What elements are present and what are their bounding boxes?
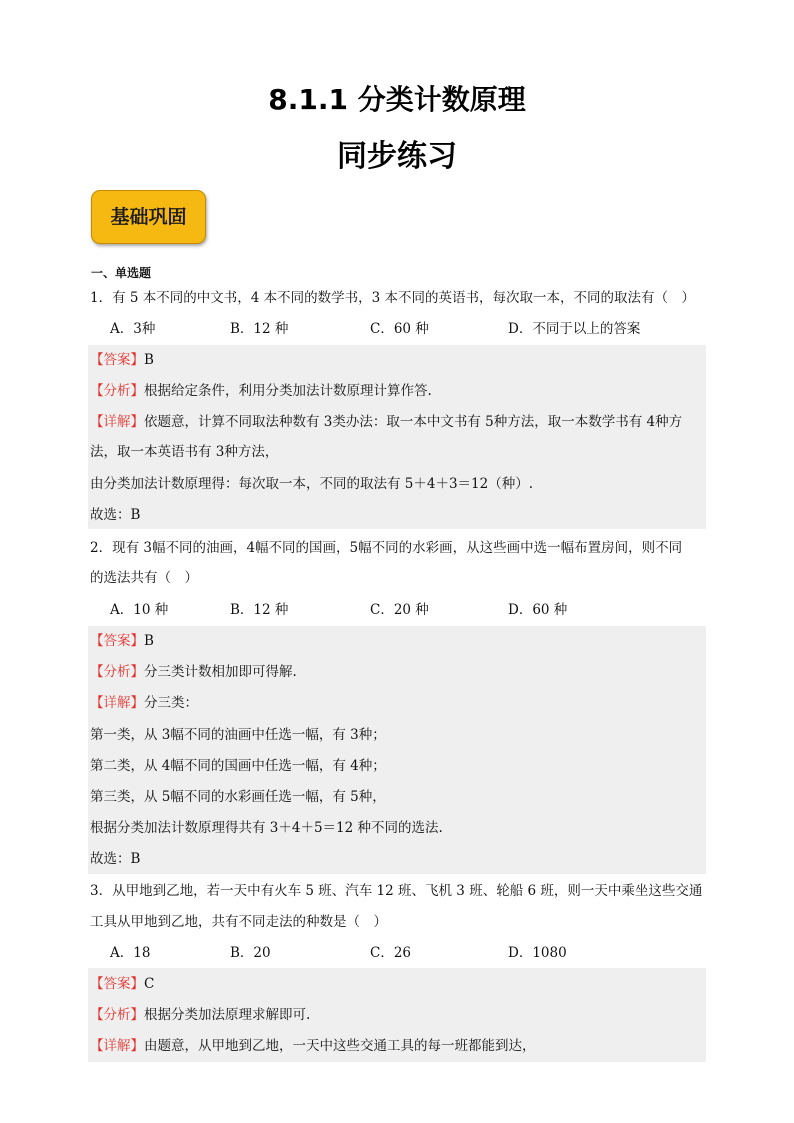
analysis-line	[90, 381, 706, 401]
answer-tag: 【答案】	[90, 352, 144, 368]
question-1-stem: 1．有 5 本不同的中文书，4 本不同的数学书，3 本不同的英语书，每次取一本，不同的取法有（ ）	[90, 290, 696, 306]
detail-text: 由题意，从甲地到乙地，一天中这些交通工具的每一班都能到达，	[144, 1038, 536, 1054]
option-d: D．60 种	[508, 602, 568, 618]
option-d: D．1080	[508, 945, 567, 961]
case-1-line: 第一类，从 3幅不同的油画中任选一幅，有 3种；	[90, 727, 386, 743]
analysis-tag: 【分析】	[90, 664, 144, 680]
detail-line-3: 由分类加法计数原理得：每次取一本，不同的取法有 5＋4＋3＝12（种）.	[90, 476, 534, 492]
detail-tag: 【详解】	[90, 695, 144, 711]
option-c: C．60 种	[370, 321, 429, 337]
analysis-line	[90, 1005, 706, 1025]
detail-text: 分三类：	[144, 695, 198, 711]
question-3-options	[90, 943, 706, 963]
answer-value: C	[144, 976, 155, 992]
question-1-solution	[88, 345, 706, 529]
option-a: A．3种	[110, 321, 156, 337]
case-2-line: 第二类，从 4幅不同的国画中任选一幅，有 4种；	[90, 758, 386, 774]
detail-line-2: 法，取一本英语书有 3种方法，	[90, 444, 279, 460]
analysis-tag: 【分析】	[90, 1007, 144, 1023]
section-heading: 一、单选题	[91, 266, 152, 280]
detail-text: 依题意，计算不同取法种数有 3类办法：取一本中文书有 5种方法，取一本数学书有 4种方	[144, 414, 683, 430]
option-b: B．12 种	[230, 602, 289, 618]
detail-line	[90, 693, 706, 713]
question-2-stem-cont: 的选法共有（ ）	[90, 570, 198, 586]
option-d: D．不同于以上的答案	[508, 321, 641, 337]
analysis-text: 根据给定条件，利用分类加法计数原理计算作答.	[144, 383, 432, 399]
page-subtitle: 同步练习	[337, 139, 457, 174]
case-3-line: 第三类，从 5幅不同的水彩画任选一幅，有 5种，	[90, 789, 386, 805]
question-2-options	[90, 600, 706, 620]
answer-tag: 【答案】	[90, 633, 144, 649]
page-title: 8.1.1 分类计数原理	[268, 83, 526, 116]
answer-value: B	[144, 633, 154, 649]
option-b: B．12 种	[230, 321, 289, 337]
answer-value: B	[144, 352, 154, 368]
question-3-stem-cont: 工具从甲地到乙地，共有不同走法的种数是（ ）	[90, 914, 387, 930]
detail-tag: 【详解】	[90, 1038, 144, 1054]
analysis-text: 根据分类加法原理求解即可.	[144, 1007, 311, 1023]
question-2-solution	[88, 626, 706, 874]
detail-line	[90, 412, 706, 432]
option-c: C．26	[370, 945, 412, 961]
option-a: A．10 种	[110, 602, 169, 618]
conclusion-line: 故选：B	[90, 851, 141, 867]
total-line: 根据分类加法计数原理得共有 3＋4＋5＝12 种不同的选法.	[90, 820, 443, 836]
analysis-text: 分三类计数相加即可得解.	[144, 664, 297, 680]
option-c: C．20 种	[370, 602, 429, 618]
option-b: B．20	[230, 945, 271, 961]
analysis-line	[90, 662, 706, 682]
answer-line	[90, 974, 706, 994]
answer-tag: 【答案】	[90, 976, 144, 992]
question-3-stem: 3．从甲地到乙地，若一天中有火车 5 班、汽车 12 班、飞机 3 班、轮船 6 班，则一天中乘坐这些交通	[90, 883, 703, 899]
section-badge: 基础巩固	[91, 190, 206, 244]
option-a: A．18	[110, 945, 151, 961]
question-2-stem: 2．现有 3幅不同的油画，4幅不同的国画，5幅不同的水彩画，从这些画中选一幅布置房间，则不同	[90, 540, 683, 556]
detail-line	[90, 1036, 706, 1056]
analysis-tag: 【分析】	[90, 383, 144, 399]
answer-line	[90, 350, 706, 370]
detail-tag: 【详解】	[90, 414, 144, 430]
answer-line	[90, 631, 706, 651]
question-3-solution	[88, 968, 706, 1062]
conclusion-line: 故选：B	[90, 507, 141, 523]
question-1-options	[90, 319, 706, 339]
